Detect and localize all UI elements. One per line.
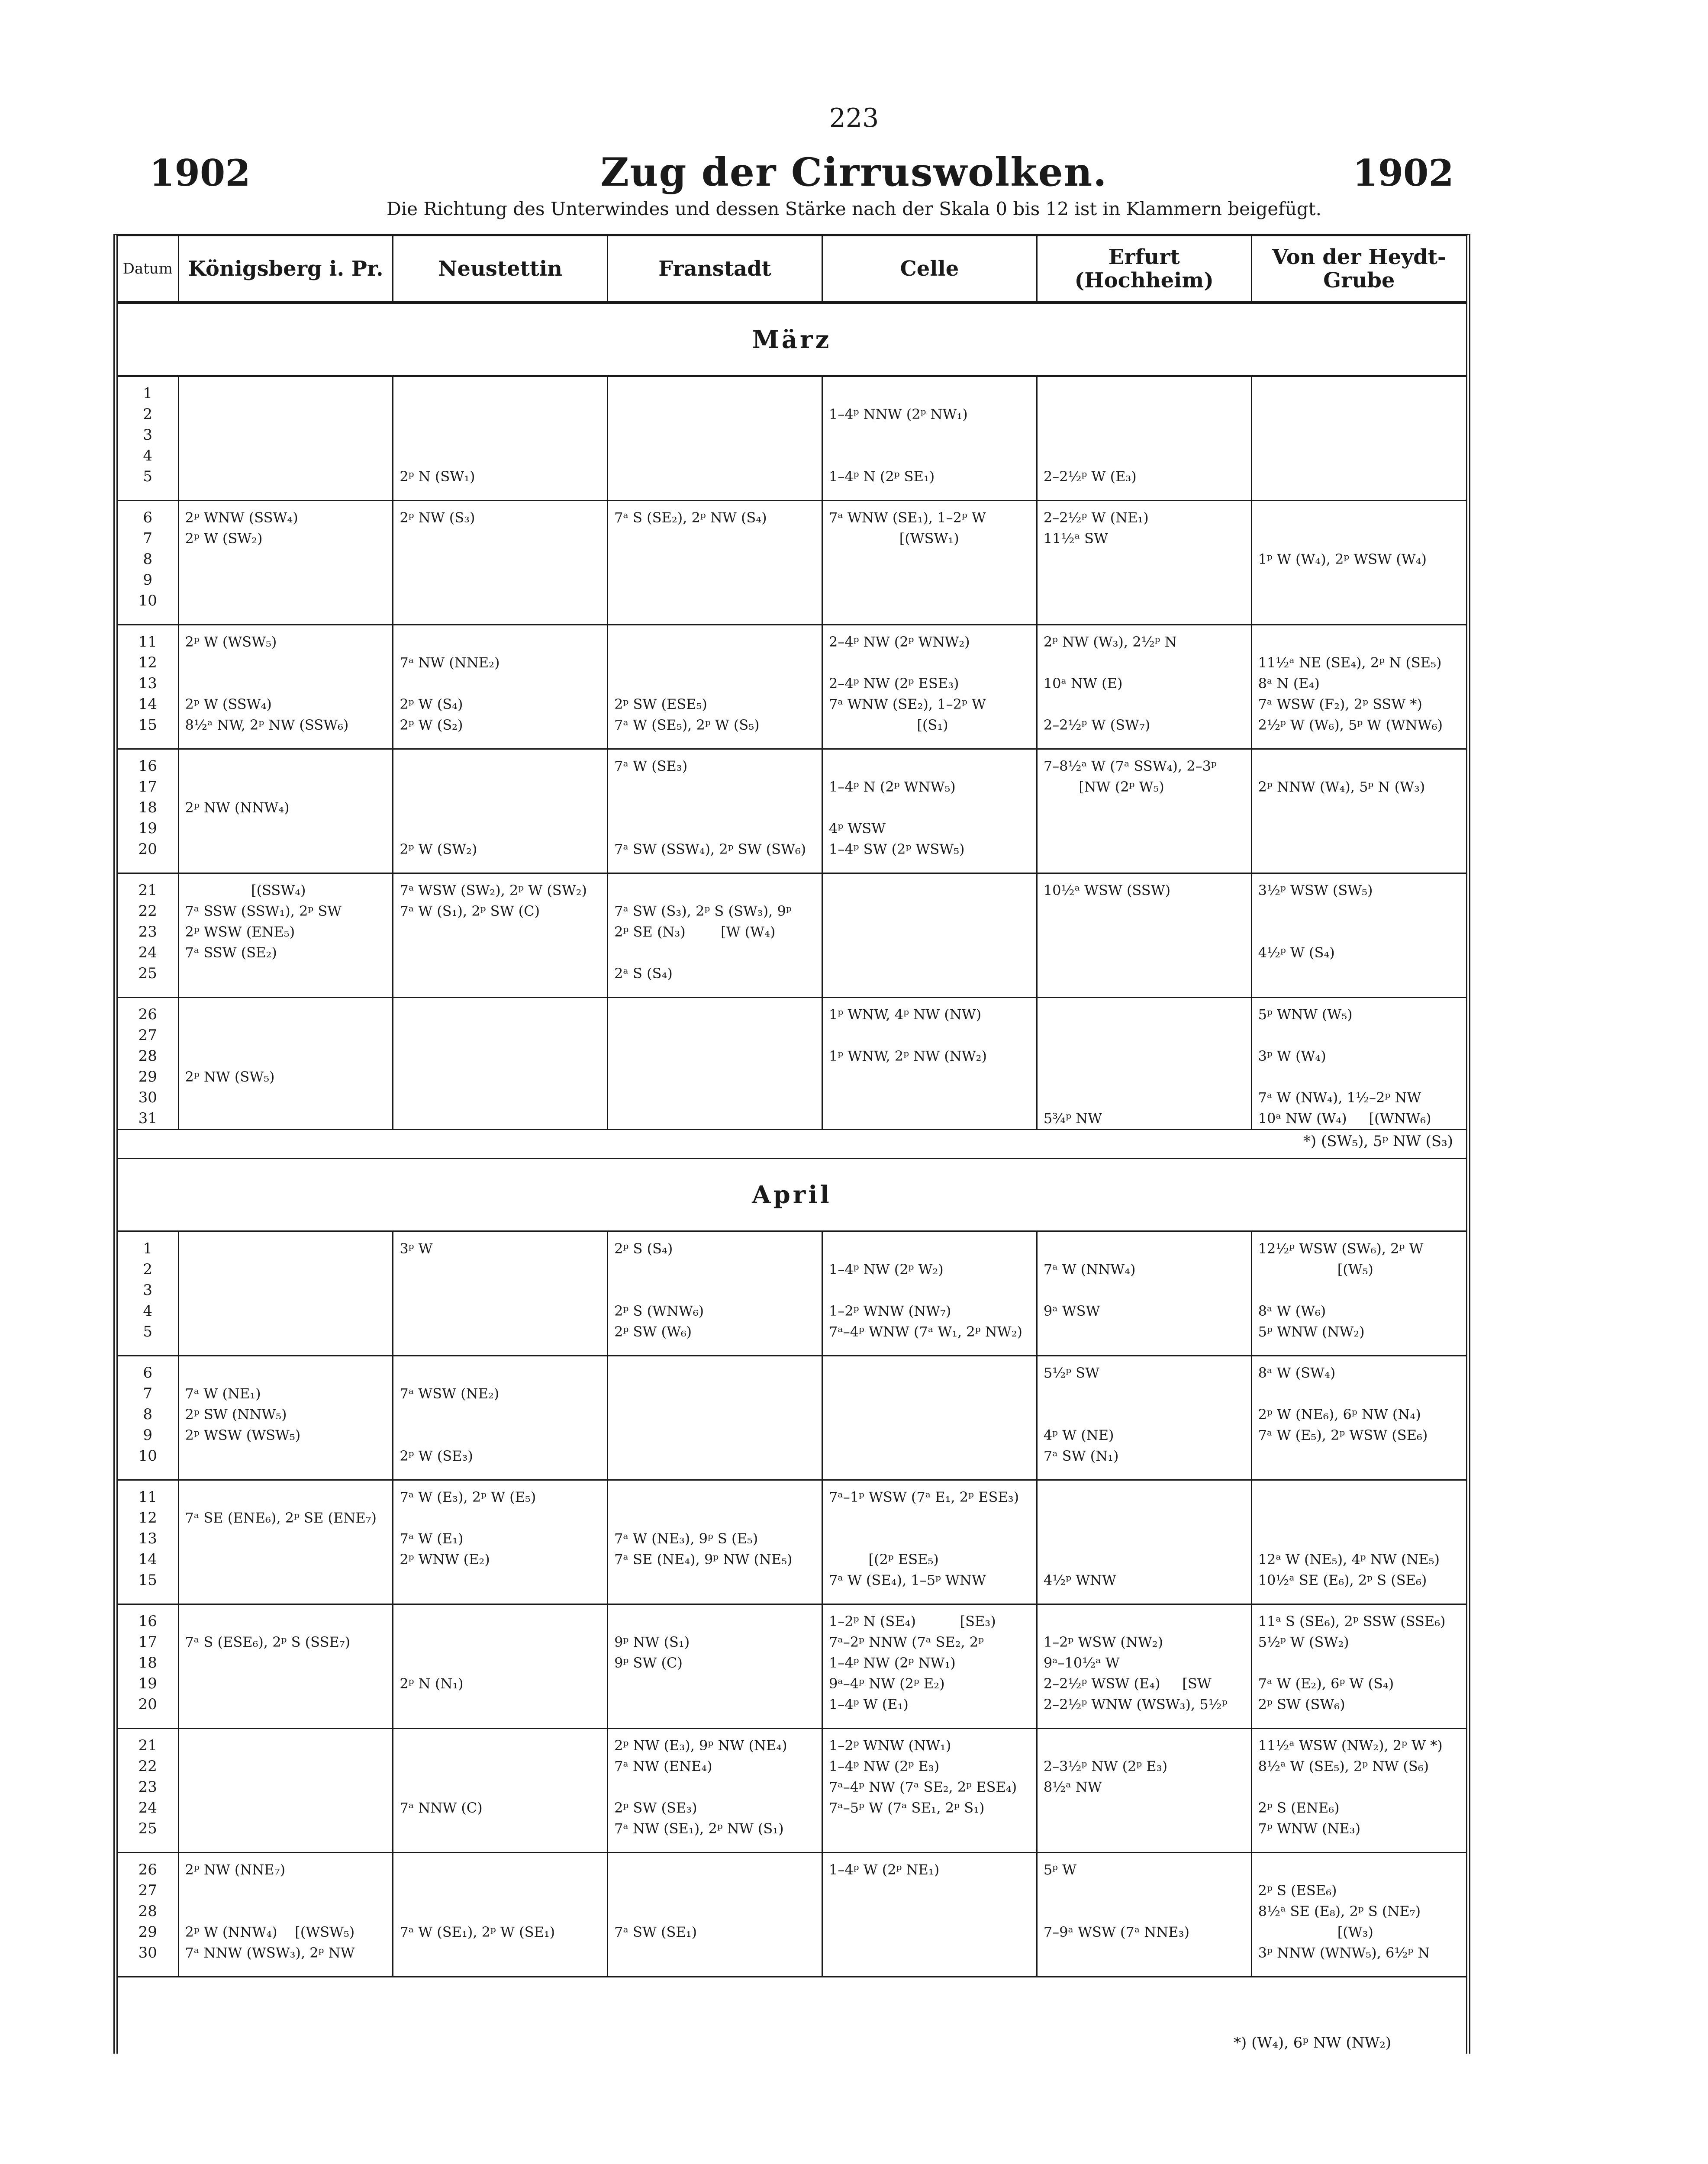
year-right: 1902: [1353, 151, 1454, 194]
cell-neustettin: 7ᵃ WSW (NE₂) 2ᵖ W (SE₃): [393, 1356, 608, 1480]
cell-celle: 1–4ᵖ NNW (2ᵖ NW₁) 1–4ᵖ N (2ᵖ SE₁): [822, 376, 1037, 501]
cell-von-der-heydt-grube: 5ᵖ WNW (W₅) 3ᵖ W (W₄) 7ᵃ W (NW₄), 1½–2ᵖ NW 10ᵃ NW (W₄) [(WNW₆): [1251, 998, 1466, 1130]
cell-franstadt: 2ᵖ SW (ESE₅) 7ᵃ W (SE₅), 2ᵖ W (S₅): [608, 625, 822, 749]
cell-neustettin: 2ᵖ N (N₁): [393, 1604, 608, 1729]
cell-franstadt: 7ᵃ SW (SE₁): [608, 1853, 822, 1977]
cell-neustettin: 2ᵖ NW (S₃): [393, 501, 608, 625]
cell-koenigsberg: 2ᵖ NW (NNE₇) 2ᵖ W (NNW₄) [(WSW₅) 7ᵃ NNW (WSW₃), 2ᵖ NW: [178, 1853, 393, 1977]
cell-von-der-heydt-grube: 11ᵃ S (SE₆), 2ᵖ SSW (SSE₆) 5½ᵖ W (SW₂) 7ᵃ W (E₂), 6ᵖ W (S₄) 2ᵖ SW (SW₆): [1251, 1604, 1466, 1729]
day-numbers: 21 22 23 24 25: [118, 1729, 178, 1853]
cell-koenigsberg: [178, 1231, 393, 1356]
cell-erfurt: 5¾ᵖ NW: [1037, 998, 1251, 1130]
col-neustettin: Neustettin: [393, 236, 608, 303]
cell-erfurt: 10½ᵃ WSW (SSW): [1037, 873, 1251, 998]
col-franstadt: Franstadt: [608, 236, 822, 303]
cell-von-der-heydt-grube: 3½ᵖ WSW (SW₅) 4½ᵖ W (S₄): [1251, 873, 1466, 998]
table-row: [118, 1729, 1466, 1853]
day-numbers: 21 22 23 24 25: [118, 873, 178, 998]
cell-celle: 1–4ᵖ W (2ᵖ NE₁): [822, 1853, 1037, 1977]
cell-von-der-heydt-grube: 12ᵃ W (NE₅), 4ᵖ NW (NE₅) 10½ᵃ SE (E₆), 2ᵖ S (SE₆): [1251, 1480, 1466, 1604]
cell-koenigsberg: 7ᵃ W (NE₁) 2ᵖ SW (NNW₅) 2ᵖ WSW (WSW₅): [178, 1356, 393, 1480]
cell-celle: 1–4ᵖ N (2ᵖ WNW₅) 4ᵖ WSW 1–4ᵖ SW (2ᵖ WSW₅): [822, 749, 1037, 873]
cell-franstadt: [608, 376, 822, 501]
day-numbers: 26 27 28 29 30 31: [118, 998, 178, 1130]
day-numbers: 11 12 13 14 15: [118, 1480, 178, 1604]
footnote: *) (W₄), 6ᵖ NW (NW₂): [1234, 2034, 1392, 2051]
year-left: 1902: [149, 151, 251, 194]
cell-neustettin: 7ᵃ NNW (C): [393, 1729, 608, 1853]
cell-von-der-heydt-grube: [1251, 376, 1466, 501]
table-row: [118, 873, 1466, 998]
month-header-row: [118, 303, 1466, 376]
col-celle: Celle: [822, 236, 1037, 303]
cell-neustettin: 2ᵖ W (SW₂): [393, 749, 608, 873]
cell-koenigsberg: 2ᵖ NW (NNW₄): [178, 749, 393, 873]
col-datum: Datum: [118, 236, 178, 303]
cell-franstadt: 9ᵖ NW (S₁) 9ᵖ SW (C): [608, 1604, 822, 1729]
day-numbers: 26 27 28 29 30: [118, 1853, 178, 1977]
page-title: Zug der Cirruswolken.: [600, 149, 1108, 195]
day-numbers: 6 7 8 9 10: [118, 1356, 178, 1480]
cell-celle: 1–4ᵖ NW (2ᵖ W₂) 1–2ᵖ WNW (NW₇) 7ᵃ–4ᵖ WNW (7ᵃ W₁, 2ᵖ NW₂): [822, 1231, 1037, 1356]
cell-celle: 7ᵃ WNW (SE₁), 1–2ᵖ W [(WSW₁): [822, 501, 1037, 625]
cell-von-der-heydt-grube: 2ᵖ NNW (W₄), 5ᵖ N (W₃): [1251, 749, 1466, 873]
cell-franstadt: 7ᵃ W (SE₃) 7ᵃ SW (SSW₄), 2ᵖ SW (SW₆): [608, 749, 822, 873]
cell-erfurt: 1–2ᵖ WSW (NW₂) 9ᵃ–10½ᵃ W 2–2½ᵖ WSW (E₄) [SW 2–2½ᵖ WNW (WSW₃), 5½ᵖ: [1037, 1604, 1251, 1729]
table-row: [118, 998, 1466, 1130]
day-numbers: 1 2 3 4 5: [118, 1231, 178, 1356]
cell-celle: 1–2ᵖ WNW (NW₁) 1–4ᵖ NW (2ᵖ E₃) 7ᵃ–4ᵖ NW (7ᵃ SE₂, 2ᵖ ESE₄) 7ᵃ–5ᵖ W (7ᵃ SE₁, 2ᵖ S₁): [822, 1729, 1037, 1853]
month-name: April: [118, 1159, 1466, 1232]
cell-neustettin: 7ᵃ W (E₃), 2ᵖ W (E₅) 7ᵃ W (E₁) 2ᵖ WNW (E₂): [393, 1480, 608, 1604]
day-numbers: 16 17 18 19 20: [118, 749, 178, 873]
table-row: [118, 1853, 1466, 1977]
cell-celle: 2–4ᵖ NW (2ᵖ WNW₂) 2–4ᵖ NW (2ᵖ ESE₃) 7ᵃ WNW (SE₂), 1–2ᵖ W [(S₁): [822, 625, 1037, 749]
observation-table-frame: [113, 234, 1470, 2054]
col-erfurt: Erfurt (Hochheim): [1037, 236, 1251, 303]
cell-franstadt: [608, 1356, 822, 1480]
cell-erfurt: 2–2½ᵖ W (NE₁) 11½ᵃ SW: [1037, 501, 1251, 625]
cell-erfurt: 7–8½ᵃ W (7ᵃ SSW₄), 2–3ᵖ [NW (2ᵖ W₅): [1037, 749, 1251, 873]
cell-erfurt: 4½ᵖ WNW: [1037, 1480, 1251, 1604]
cell-koenigsberg: 7ᵃ SE (ENE₆), 2ᵖ SE (ENE₇): [178, 1480, 393, 1604]
cell-franstadt: 2ᵖ S (S₄) 2ᵖ S (WNW₆) 2ᵖ SW (W₆): [608, 1231, 822, 1356]
cell-franstadt: 7ᵃ W (NE₃), 9ᵖ S (E₅) 7ᵃ SE (NE₄), 9ᵖ NW (NE₅): [608, 1480, 822, 1604]
cell-koenigsberg: [178, 1729, 393, 1853]
table-row: [118, 1480, 1466, 1604]
column-header-row: [118, 236, 1466, 303]
observation-table: [118, 236, 1466, 1977]
cell-erfurt: 5½ᵖ SW 4ᵖ W (NE) 7ᵃ SW (N₁): [1037, 1356, 1251, 1480]
cell-neustettin: 3ᵖ W: [393, 1231, 608, 1356]
day-numbers: 11 12 13 14 15: [118, 625, 178, 749]
cell-franstadt: 2ᵖ NW (E₃), 9ᵖ NW (NE₄) 7ᵃ NW (ENE₄) 2ᵖ SW (SE₃) 7ᵃ NW (SE₁), 2ᵖ NW (S₁): [608, 1729, 822, 1853]
table-row: [118, 749, 1466, 873]
day-numbers: 6 7 8 9 10: [118, 501, 178, 625]
cell-erfurt: 2ᵖ NW (W₃), 2½ᵖ N 10ᵃ NW (E) 2–2½ᵖ W (SW₇): [1037, 625, 1251, 749]
cell-von-der-heydt-grube: 12½ᵖ WSW (SW₆), 2ᵖ W [(W₅) 8ᵃ W (W₆) 5ᵖ WNW (NW₂): [1251, 1231, 1466, 1356]
cell-neustettin: [393, 998, 608, 1130]
day-numbers: 1 2 3 4 5: [118, 376, 178, 501]
table-row: [118, 1356, 1466, 1480]
col-koenigsberg: Königsberg i. Pr.: [178, 236, 393, 303]
subtitle: Die Richtung des Unterwindes und dessen Stärke nach der Skala 0 bis 12 ist in Klammern beigefügt.: [387, 198, 1321, 219]
cell-celle: [822, 1356, 1037, 1480]
cell-koenigsberg: 2ᵖ W (WSW₅) 2ᵖ W (SSW₄) 8½ᵃ NW, 2ᵖ NW (SSW₆): [178, 625, 393, 749]
cell-neustettin: 2ᵖ N (SW₁): [393, 376, 608, 501]
table-row: [118, 1604, 1466, 1729]
cell-franstadt: 7ᵃ S (SE₂), 2ᵖ NW (S₄): [608, 501, 822, 625]
month-header-row: [118, 1159, 1466, 1232]
col-von-der-heydt-grube: Von der Heydt-Grube: [1251, 236, 1466, 303]
cell-celle: 1ᵖ WNW, 4ᵖ NW (NW) 1ᵖ WNW, 2ᵖ NW (NW₂): [822, 998, 1037, 1130]
day-numbers: 16 17 18 19 20: [118, 1604, 178, 1729]
table-row: [118, 501, 1466, 625]
cell-erfurt: 2–2½ᵖ W (E₃): [1037, 376, 1251, 501]
month-note: *) (SW₅), 5ᵖ NW (S₃): [1303, 1133, 1453, 1150]
cell-koenigsberg: 2ᵖ NW (SW₅): [178, 998, 393, 1130]
cell-franstadt: [608, 998, 822, 1130]
cell-celle: 1–2ᵖ N (SE₄) [SE₃) 7ᵃ–2ᵖ NNW (7ᵃ SE₂, 2ᵖ 1–4ᵖ NW (2ᵖ NW₁) 9ᵃ–4ᵖ NW (2ᵖ E₂) 1–4ᵖ W (E₁): [822, 1604, 1037, 1729]
cell-von-der-heydt-grube: 1ᵖ W (W₄), 2ᵖ WSW (W₄): [1251, 501, 1466, 625]
cell-neustettin: 7ᵃ W (SE₁), 2ᵖ W (SE₁): [393, 1853, 608, 1977]
cell-koenigsberg: 2ᵖ WNW (SSW₄) 2ᵖ W (SW₂): [178, 501, 393, 625]
cell-neustettin: 7ᵃ NW (NNE₂) 2ᵖ W (S₄) 2ᵖ W (S₂): [393, 625, 608, 749]
cell-erfurt: 5ᵖ W 7–9ᵃ WSW (7ᵃ NNE₃): [1037, 1853, 1251, 1977]
table-row: [118, 1231, 1466, 1356]
cell-franstadt: 7ᵃ SW (S₃), 2ᵖ S (SW₃), 9ᵖ 2ᵖ SE (N₃) [W (W₄) 2ᵃ S (S₄): [608, 873, 822, 998]
cell-von-der-heydt-grube: 2ᵖ S (ESE₆) 8½ᵃ SE (E₈), 2ᵖ S (NE₇) [(W₃) 3ᵖ NNW (WNW₅), 6½ᵖ N: [1251, 1853, 1466, 1977]
cell-celle: 7ᵃ–1ᵖ WSW (7ᵃ E₁, 2ᵖ ESE₃) [(2ᵖ ESE₅) 7ᵃ W (SE₄), 1–5ᵖ WNW: [822, 1480, 1037, 1604]
month-name: März: [118, 303, 1466, 376]
cell-von-der-heydt-grube: 8ᵃ W (SW₄) 2ᵖ W (NE₆), 6ᵖ NW (N₄) 7ᵃ W (E₅), 2ᵖ WSW (SE₆): [1251, 1356, 1466, 1480]
cell-koenigsberg: [178, 376, 393, 501]
cell-von-der-heydt-grube: 11½ᵃ WSW (NW₂), 2ᵖ W *) 8½ᵃ W (SE₅), 2ᵖ NW (S₆) 2ᵖ S (ENE₆) 7ᵖ WNW (NE₃): [1251, 1729, 1466, 1853]
month-note-row: [118, 1130, 1466, 1159]
cell-von-der-heydt-grube: 11½ᵃ NE (SE₄), 2ᵖ N (SE₅) 8ᵃ N (E₄) 7ᵃ WSW (F₂), 2ᵖ SSW *) 2½ᵖ W (W₆), 5ᵖ W (WNW₆): [1251, 625, 1466, 749]
cell-koenigsberg: [(SSW₄) 7ᵃ SSW (SSW₁), 2ᵖ SW 2ᵖ WSW (ENE₅) 7ᵃ SSW (SE₂): [178, 873, 393, 998]
table-row: [118, 376, 1466, 501]
cell-neustettin: 7ᵃ WSW (SW₂), 2ᵖ W (SW₂) 7ᵃ W (S₁), 2ᵖ SW (C): [393, 873, 608, 998]
cell-erfurt: 7ᵃ W (NNW₄) 9ᵃ WSW: [1037, 1231, 1251, 1356]
table-row: [118, 625, 1466, 749]
page-number: 223: [829, 103, 879, 133]
cell-erfurt: 2–3½ᵖ NW (2ᵖ E₃) 8½ᵃ NW: [1037, 1729, 1251, 1853]
cell-koenigsberg: 7ᵃ S (ESE₆), 2ᵖ S (SSE₇): [178, 1604, 393, 1729]
cell-celle: [822, 873, 1037, 998]
